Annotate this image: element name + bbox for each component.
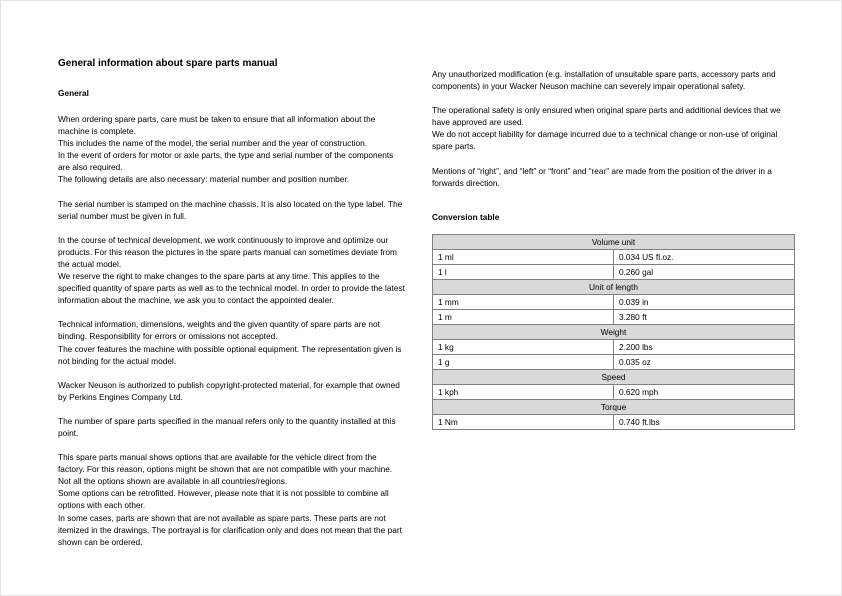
paragraph-technical-development <box>58 234 405 307</box>
table-row <box>433 264 795 279</box>
table-section-header: Weight <box>433 324 795 339</box>
table-section-header: Volume unit <box>433 234 795 249</box>
table-cell-metric: 1 Nm <box>433 414 614 429</box>
paragraph-ordering-info <box>58 113 405 186</box>
table-section-row <box>433 279 795 294</box>
table-section-header: Unit of length <box>433 279 795 294</box>
table-cell-imperial: 3.280 ft <box>614 309 795 324</box>
table-cell-imperial: 0.034 US fl.oz. <box>614 249 795 264</box>
section-heading-general: General <box>58 88 89 98</box>
table-section-row <box>433 369 795 384</box>
paragraph-text: We reserve the right to make changes to the spare parts at any time. This applies to the specified quantity of spare parts as well as to the technical model. In order to provide the latest information about the machine, we ask you to contact the appointed dealer. <box>58 271 405 306</box>
table-row <box>433 294 795 309</box>
table-section-header: Speed <box>433 369 795 384</box>
table-cell-imperial: 2.200 lbs <box>614 339 795 354</box>
table-cell-imperial: 0.039 in <box>614 294 795 309</box>
table-section-header: Torque <box>433 399 795 414</box>
conversion-table-heading: Conversion table <box>432 211 500 222</box>
table-section-row <box>433 324 795 339</box>
paragraph-text: In the event of orders for motor or axle parts, the type and serial number of the components are also required. <box>58 150 394 173</box>
paragraph-text: The operational safety is only ensured when original spare parts and additional devices that we have approved are used. <box>432 105 781 128</box>
table-row <box>433 414 795 429</box>
right-column <box>432 68 795 430</box>
table-cell-imperial: 0.260 gal <box>614 264 795 279</box>
paragraph-text: Some options can be retrofitted. However, please note that it is not possible to combine all options with each other. <box>58 488 389 511</box>
table-section-row <box>433 234 795 249</box>
page-title: General information about spare parts manual <box>58 58 278 69</box>
paragraph-text: Wacker Neuson is authorized to publish copyright-protected material, for example that owned by Perkins Engines Company Ltd. <box>58 379 400 402</box>
conversion-table <box>432 234 795 430</box>
paragraph-text: This spare parts manual shows options that are available for the vehicle direct from the factory. For this reason, options might be shown that are not compatible with your machine. Not all the options shown are available in all countries/regions. <box>58 452 393 487</box>
table-cell-metric: 1 l <box>433 264 614 279</box>
table-row <box>433 339 795 354</box>
paragraph-text: This includes the name of the model, the serial number and the year of construction. <box>58 138 367 149</box>
table-row <box>433 354 795 369</box>
paragraph-directions <box>432 165 795 189</box>
paragraph-text: In the course of technical development, we work continuously to improve and optimize our products. For this reason the pictures in the spare parts manual can sometimes deviate from the actual model. <box>58 234 397 269</box>
paragraph-text: Mentions of “right”, and “left” or “front” and “rear” are made from the position of the driver in a forwards direction. <box>432 165 772 188</box>
paragraph-text: The following details are also necessary: material number and position number. <box>58 174 350 185</box>
paragraph-text: The cover features the machine with possible optional equipment. The representation given is not binding for the actual model. <box>58 343 402 366</box>
paragraph-serial-number <box>58 198 405 222</box>
table-section-row <box>433 399 795 414</box>
table-cell-metric: 1 kg <box>433 339 614 354</box>
paragraph-text: The serial number is stamped on the machine chassis. It is also located on the type label. The serial number must be given in full. <box>58 198 403 221</box>
paragraph-text: Any unauthorized modification (e.g. installation of unsuitable spare parts, accessory parts and components) in your Wacker Neuson machine can severely impair operational safety. <box>432 69 776 92</box>
table-cell-metric: 1 mm <box>433 294 614 309</box>
table-cell-metric: 1 m <box>433 309 614 324</box>
paragraph-text: We do not accept liability for damage incurred due to a technical change or non-use of original spare parts. <box>432 129 778 152</box>
table-row <box>433 249 795 264</box>
paragraph-copyright <box>58 379 405 403</box>
table-cell-imperial: 0.035 oz <box>614 354 795 369</box>
table-cell-metric: 1 kph <box>433 384 614 399</box>
paragraph-text: Technical information, dimensions, weights and the given quantity of spare parts are not binding. Responsibility for errors or omissions not accepted. <box>58 319 380 342</box>
table-cell-imperial: 0.740 ft.lbs <box>614 414 795 429</box>
table-cell-imperial: 0.620 mph <box>614 384 795 399</box>
paragraph-unauthorized-modification <box>432 68 795 92</box>
left-column <box>58 58 405 560</box>
paragraph-quantity <box>58 415 405 439</box>
table-row <box>433 384 795 399</box>
paragraph-text: When ordering spare parts, care must be taken to ensure that all information about the machine is complete. <box>58 114 376 137</box>
paragraph-text: In some cases, parts are shown that are not available as spare parts. These parts are not itemized in the drawings. The portrayal is for clarification only and does not mean that the part shown can be ordered. <box>58 512 402 547</box>
table-cell-metric: 1 g <box>433 354 614 369</box>
table-row <box>433 309 795 324</box>
paragraph-text: The number of spare parts specified in the manual refers only to the quantity installed at this point. <box>58 415 396 438</box>
paragraph-not-binding <box>58 318 405 366</box>
paragraph-options <box>58 451 405 548</box>
paragraph-operational-safety <box>432 104 795 152</box>
table-cell-metric: 1 ml <box>433 249 614 264</box>
